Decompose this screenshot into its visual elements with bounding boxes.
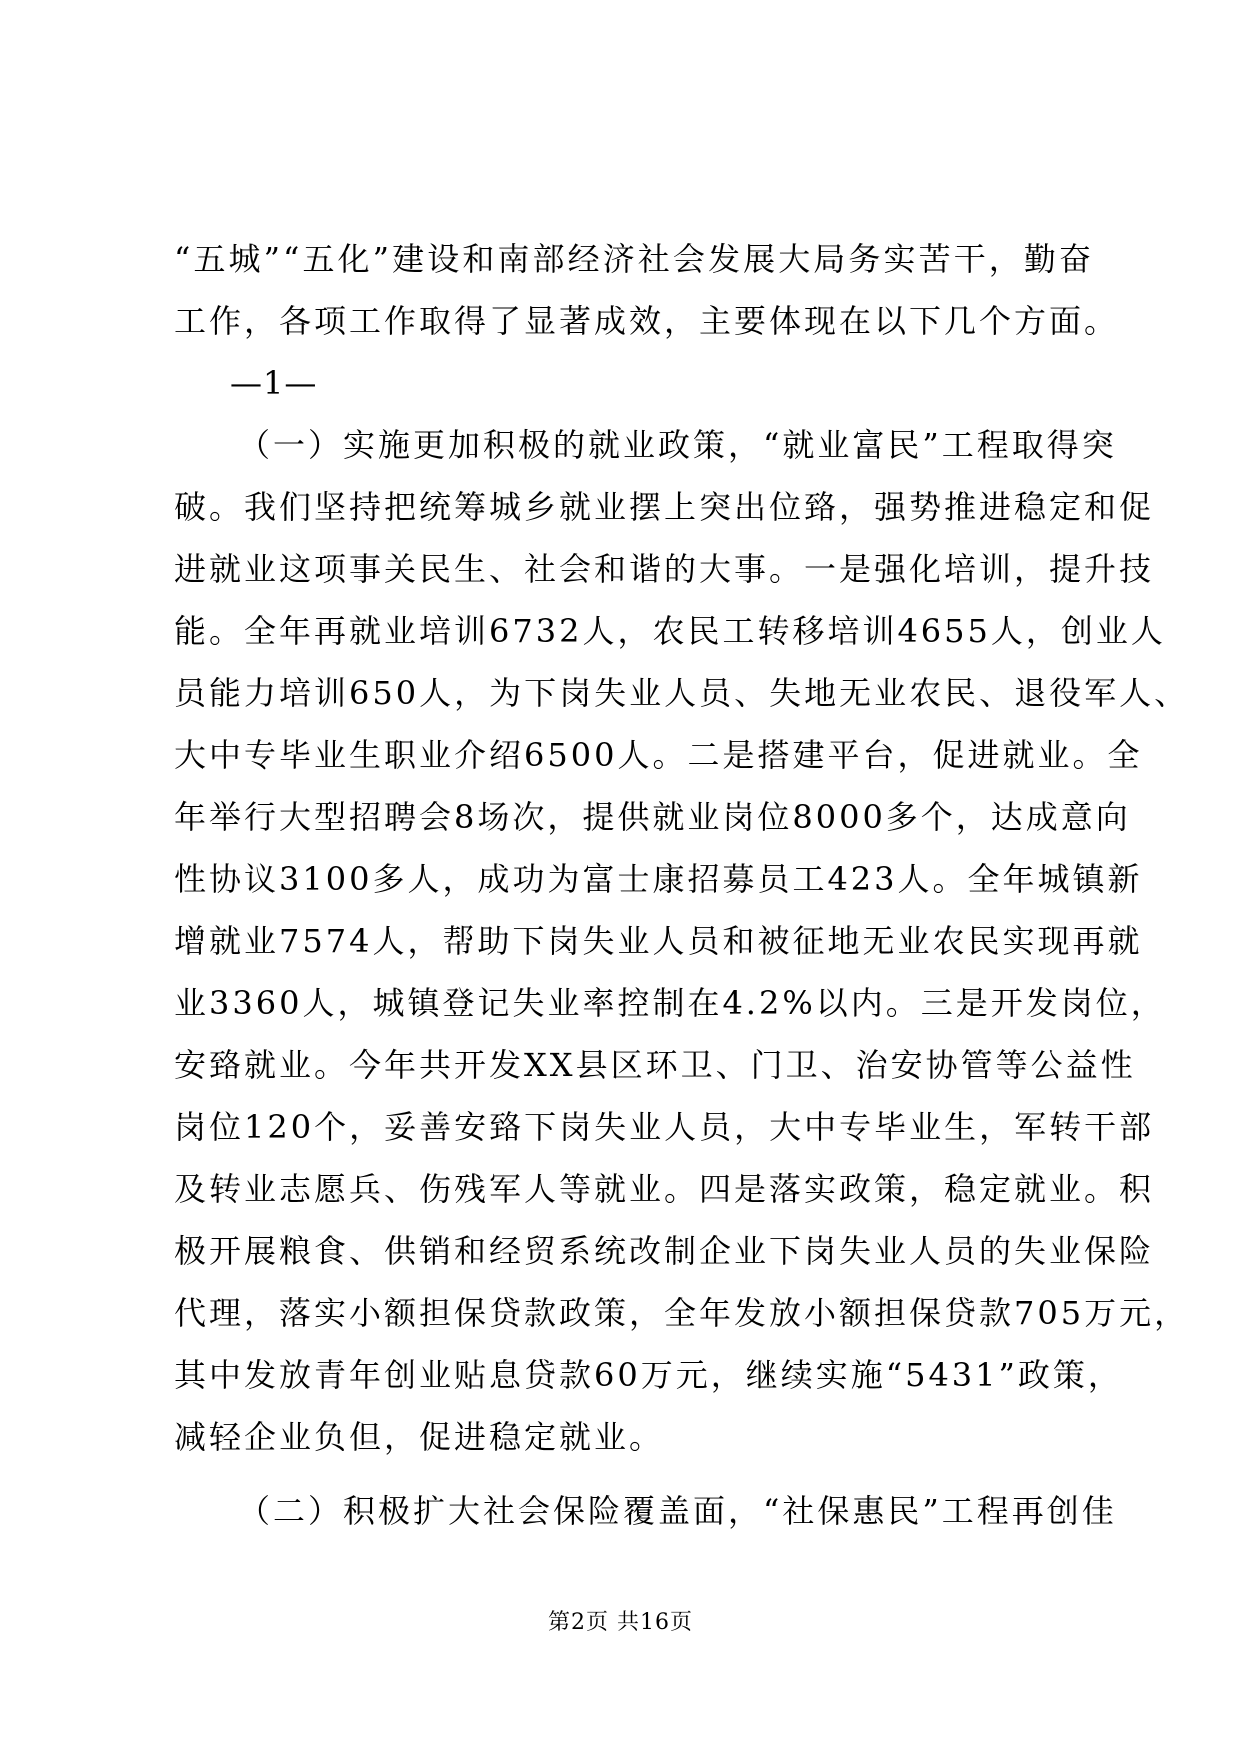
- text-line: 大中专毕业生职业介绍6500人。二是搭建平台，促进就业。全: [174, 736, 1143, 774]
- section-heading-line: （二）积极扩大社会保险覆盖面，“社保惠民”工程再创佳: [238, 1492, 1117, 1530]
- text-line: 增就业7574人，帮助下岗失业人员和被征地无业农民实现再就: [174, 922, 1143, 960]
- text-line: 减轻企业负但，促进稳定就业。: [174, 1418, 665, 1456]
- text-line: 员能力培训650人，为下岗失业人员、失地无业农民、退役军人、: [174, 674, 1190, 712]
- text-line: 业3360人，城镇登记失业率控制在4.2%以内。三是开发岗位，: [174, 984, 1166, 1022]
- text-line: 性协议3100多人，成功为富士康招募员工423人。全年城镇新: [174, 860, 1143, 898]
- text-line: 能。全年再就业培训6732人，农民工转移培训4655人，创业人: [174, 612, 1166, 650]
- text-line: 安臵就业。今年共开发XX县区环卫、门卫、治安协管等公益性: [174, 1046, 1136, 1084]
- text-line: 代理，落实小额担保贷款政策，全年发放小额担保贷款705万元，: [174, 1294, 1190, 1332]
- text-line: 年举行大型招聘会8场次，提供就业岗位8000多个，达成意向: [174, 798, 1131, 836]
- text-line: 极开展粮食、供销和经贸系统改制企业下岗失业人员的失业保险: [174, 1232, 1155, 1270]
- section-heading-line: （一）实施更加积极的就业政策，“就业富民”工程取得突: [238, 426, 1117, 464]
- page-number-footer: 第2页 共16页: [548, 1610, 693, 1635]
- text-line: “五城”“五化”建设和南部经济社会发展大局务实苦干，勤奋: [174, 240, 1094, 278]
- document-body: [174, 228, 1190, 1542]
- text-line: 工作，各项工作取得了显著成效，主要体现在以下几个方面。: [174, 302, 1120, 340]
- text-line: 进就业这项事关民生、社会和谐的大事。一是强化培训，提升技: [174, 550, 1155, 588]
- page-marker: —1—: [230, 364, 318, 402]
- text-line: 及转业志愿兵、伤残军人等就业。四是落实政策，稳定就业。积: [174, 1170, 1155, 1208]
- text-line: 岗位120个，妥善安臵下岗失业人员，大中专毕业生，军转干部: [174, 1108, 1155, 1146]
- text-line: 其中发放青年创业贴息贷款60万元，继续实施“5431”政策，: [174, 1356, 1123, 1394]
- text-line: 破。我们坚持把统筹城乡就业摆上突出位臵，强势推进稳定和促: [174, 488, 1155, 526]
